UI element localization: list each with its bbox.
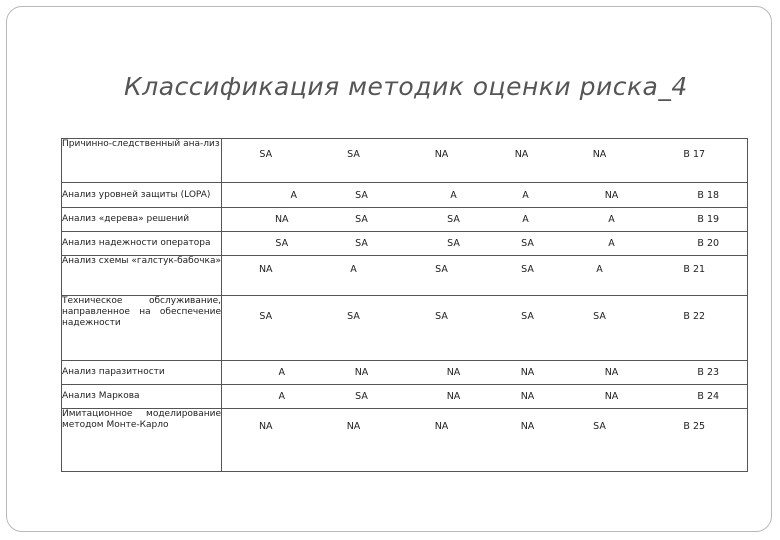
rating-cell — [558, 385, 642, 409]
rating-cell — [222, 385, 310, 409]
method-name-cell: Причинно-следственный ана-лиз — [62, 139, 222, 183]
method-name-cell: Анализ паразитности — [62, 361, 222, 385]
rating-label: SA — [347, 310, 360, 322]
rating-cell — [486, 183, 558, 208]
rating-cell — [310, 385, 398, 409]
rating-cell — [310, 296, 398, 361]
rating-label: NA — [604, 391, 619, 402]
reference-label: B 22 — [683, 310, 706, 322]
rating-cell — [222, 208, 310, 232]
rating-cell — [558, 409, 642, 472]
rating-label: SA — [355, 214, 368, 225]
reference-label: B 20 — [697, 238, 720, 249]
rating-cell — [486, 409, 558, 472]
rating-label: NA — [514, 149, 529, 160]
rating-label: NA — [354, 367, 369, 378]
reference-cell — [642, 256, 748, 296]
table-row — [62, 361, 748, 385]
rating-label: SA — [593, 420, 606, 432]
rating-label: A — [522, 189, 529, 201]
rating-label: SA — [259, 310, 273, 322]
rating-label: A — [350, 264, 357, 275]
rating-label: SA — [521, 310, 534, 322]
table-row — [62, 183, 748, 208]
rating-label: SA — [259, 149, 273, 160]
rating-label: A — [278, 391, 285, 402]
rating-cell — [310, 139, 398, 183]
rating-label: NA — [346, 420, 361, 432]
rating-cell — [558, 139, 642, 183]
rating-label: NA — [258, 420, 273, 432]
reference-cell — [642, 139, 748, 183]
rating-cell — [222, 409, 310, 472]
rating-label: SA — [593, 310, 606, 322]
rating-cell — [222, 183, 310, 208]
rating-cell — [558, 208, 642, 232]
rating-label: A — [596, 264, 603, 275]
rating-cell — [398, 256, 486, 296]
rating-label: NA — [604, 367, 619, 378]
rating-cell — [222, 296, 310, 361]
rating-cell — [310, 256, 398, 296]
reference-label: B 21 — [683, 264, 706, 275]
method-name-cell: Анализ надежности оператора — [62, 232, 222, 256]
reference-label: B 25 — [683, 420, 706, 432]
rating-label: SA — [521, 264, 534, 275]
rating-label: NA — [446, 391, 461, 402]
rating-cell — [486, 361, 558, 385]
rating-cell — [310, 409, 398, 472]
rating-label: A — [608, 238, 615, 249]
table-row — [62, 208, 748, 232]
rating-cell — [486, 139, 558, 183]
table-row — [62, 409, 748, 472]
rating-label: A — [608, 214, 615, 225]
rating-cell — [486, 208, 558, 232]
rating-label: A — [290, 189, 297, 201]
rating-label: A — [450, 189, 457, 201]
rating-cell — [310, 208, 398, 232]
rating-label: SA — [521, 238, 534, 249]
rating-label: SA — [435, 264, 448, 275]
rating-label: SA — [447, 214, 460, 225]
rating-cell — [398, 232, 486, 256]
rating-cell — [486, 256, 558, 296]
rating-label: SA — [355, 391, 368, 402]
rating-cell — [398, 409, 486, 472]
rating-cell — [486, 232, 558, 256]
reference-cell — [642, 296, 748, 361]
reference-label: B 18 — [697, 189, 720, 201]
rating-cell — [222, 256, 310, 296]
rating-label: A — [278, 367, 285, 378]
rating-cell — [558, 361, 642, 385]
rating-cell — [310, 232, 398, 256]
rating-cell — [222, 361, 310, 385]
rating-cell — [222, 139, 310, 183]
reference-cell — [642, 409, 748, 472]
rating-cell — [310, 183, 398, 208]
rating-cell — [398, 361, 486, 385]
rating-label: SA — [275, 238, 289, 249]
rating-label: A — [522, 214, 529, 225]
rating-label: NA — [258, 264, 273, 275]
rating-cell — [310, 361, 398, 385]
table-row — [62, 385, 748, 409]
reference-label: B 19 — [697, 214, 720, 225]
rating-cell — [398, 183, 486, 208]
method-name-cell: Техническое обслуживание, направленное на обеспечение надежности — [62, 296, 222, 361]
rating-label: NA — [604, 189, 619, 201]
reference-cell — [642, 208, 748, 232]
reference-label: B 17 — [683, 149, 706, 160]
rating-label: NA — [520, 420, 535, 432]
rating-label: NA — [446, 367, 461, 378]
rating-cell — [486, 385, 558, 409]
method-name-cell: Анализ Маркова — [62, 385, 222, 409]
rating-cell — [558, 256, 642, 296]
slide-title: Классификация методик оценки риска_4 — [124, 72, 688, 101]
table-row — [62, 232, 748, 256]
reference-label: B 23 — [697, 367, 720, 378]
method-name-cell: Анализ «дерева» решений — [62, 208, 222, 232]
table-row — [62, 139, 748, 183]
rating-label: SA — [355, 238, 368, 249]
reference-label: B 24 — [697, 391, 720, 402]
rating-label: SA — [447, 238, 460, 249]
rating-cell — [398, 385, 486, 409]
rating-cell — [558, 296, 642, 361]
rating-cell — [222, 232, 310, 256]
rating-cell — [398, 296, 486, 361]
table-row — [62, 256, 748, 296]
rating-label: NA — [274, 214, 289, 225]
rating-label: NA — [434, 149, 449, 160]
method-name-cell: Анализ схемы «галстук-бабочка» — [62, 256, 222, 296]
rating-cell — [486, 296, 558, 361]
rating-cell — [558, 232, 642, 256]
rating-label: NA — [520, 367, 535, 378]
rating-cell — [558, 183, 642, 208]
rating-label: NA — [592, 149, 607, 160]
risk-methods-table — [61, 138, 748, 472]
method-name-cell: Анализ уровней защиты (LOPA) — [62, 183, 222, 208]
rating-label: SA — [435, 310, 448, 322]
reference-cell — [642, 361, 748, 385]
rating-label: SA — [355, 189, 368, 201]
table-row — [62, 296, 748, 361]
rating-label: NA — [520, 391, 535, 402]
rating-label: NA — [434, 420, 449, 432]
rating-cell — [398, 139, 486, 183]
reference-cell — [642, 232, 748, 256]
method-name-cell: Имитационное моделирование методом Монте-Карло — [62, 409, 222, 472]
reference-cell — [642, 385, 748, 409]
rating-cell — [398, 208, 486, 232]
reference-cell — [642, 183, 748, 208]
rating-label: SA — [347, 149, 360, 160]
